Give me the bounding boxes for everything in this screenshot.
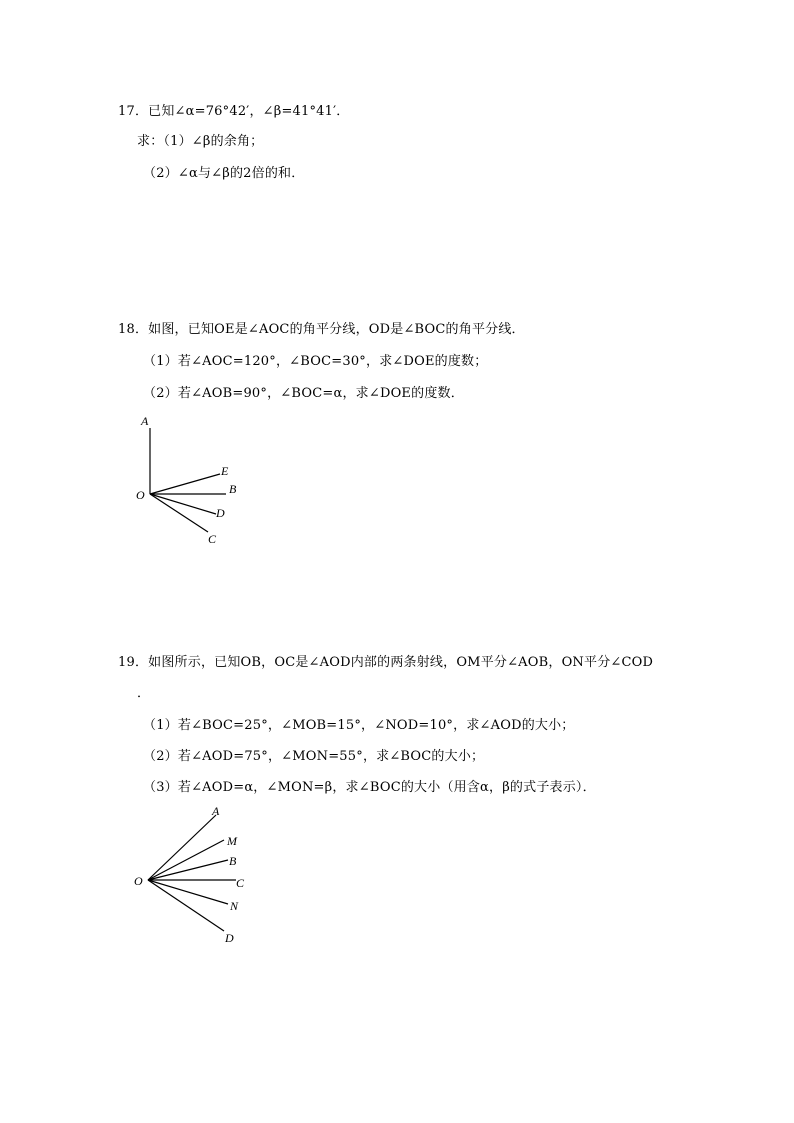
ray-OM (148, 840, 224, 880)
label-C: C (208, 532, 217, 546)
q18-part2: （2）若∠AOB=90°，∠BOC=α，求∠DOE的度数． (143, 386, 464, 401)
label-O: O (136, 488, 145, 502)
ray-OB (148, 860, 228, 880)
label-N: N (230, 899, 239, 913)
label-A: A (212, 804, 220, 818)
label-A: A (141, 414, 149, 428)
q19-figure (130, 800, 260, 950)
label-M: M (227, 834, 237, 848)
label-C: C (236, 876, 245, 890)
ray-OC (150, 494, 208, 532)
label-B: B (229, 482, 237, 496)
q18-stem: 18．如图，已知OE是∠AOC的角平分线，OD是∠BOC的角平分线． (118, 322, 525, 337)
q18-part1: （1）若∠AOC=120°，∠BOC=30°，求∠DOE的度数； (143, 354, 488, 369)
ray-OD (148, 880, 224, 931)
ray-ON (148, 880, 228, 904)
q19-stem: 19．如图所示，已知OB，OC是∠AOD内部的两条射线，OM平分∠AOB，ON平分∠COD (118, 655, 654, 670)
label-D: D (225, 931, 234, 945)
q19-part2: （2）若∠AOD=75°，∠MON=55°，求∠BOC的大小； (143, 749, 485, 764)
ray-OE (150, 474, 220, 494)
label-E: E (221, 464, 229, 478)
ray-OD (150, 494, 216, 514)
ray-OA (148, 815, 216, 880)
q19-stem-end: ． (137, 686, 151, 701)
q18-figure (130, 410, 250, 550)
q19-part3: （3）若∠AOD=α，∠MON=β，求∠BOC的大小（用含α，β的式子表示）． (143, 780, 596, 795)
label-B: B (229, 854, 237, 868)
label-D: D (216, 506, 225, 520)
q17-stem: 17．已知∠α=76°42′，∠β=41°41′． (118, 104, 350, 119)
label-O: O (134, 874, 143, 888)
q17-part2: （2）∠α与∠β的2倍的和． (143, 166, 305, 181)
q19-part1: （1）若∠BOC=25°，∠MOB=15°，∠NOD=10°，求∠AOD的大小； (143, 718, 575, 733)
q17-part1: 求：（1）∠β的余角； (137, 134, 264, 149)
